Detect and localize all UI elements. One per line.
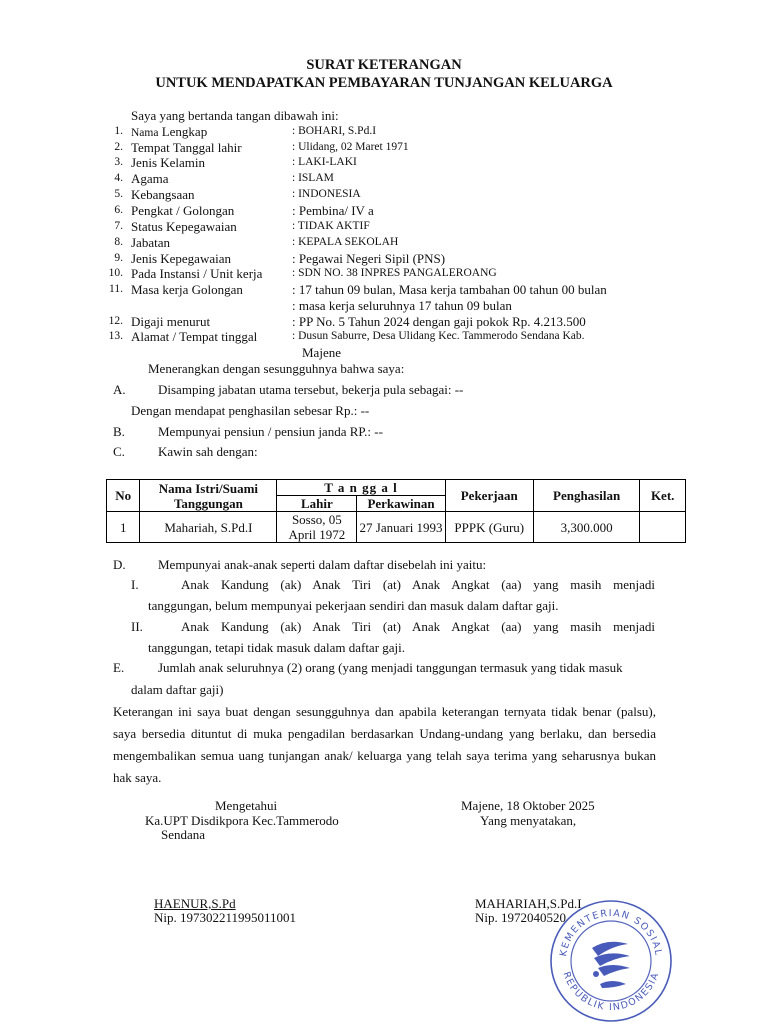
field-number: 13.: [108, 330, 123, 342]
item-c-letter: C.: [113, 444, 125, 459]
right-sign-name: MAHARIAH,S.Pd.I: [475, 896, 582, 911]
field-value: : LAKI-LAKI: [292, 156, 357, 168]
field-label: [131, 219, 237, 235]
field-label-text: Jabatan: [131, 235, 170, 250]
field-number: 8.: [114, 236, 123, 248]
field-value-continued: Majene: [302, 345, 341, 360]
field-value: : Dusun Saburre, Desa Ulidang Kec. Tammerodo Sendana Kab.: [292, 330, 585, 342]
field-label-text: Jenis Kelamin: [131, 155, 206, 170]
field-value: : KEPALA SEKOLAH: [292, 236, 399, 248]
col-job: Pekerjaan: [445, 480, 533, 512]
field-value: : 17 tahun 09 bulan, Masa kerja tambahan 00 tahun 00 bulan: [292, 282, 607, 297]
right-sign-nip: Nip. 1972040520: [475, 910, 566, 925]
field-number: 4.: [114, 172, 123, 184]
field-number: 3.: [114, 156, 123, 168]
field-label: [131, 282, 243, 298]
official-stamp-icon: [548, 898, 674, 1024]
item-a-text: Disamping jabatan utama tersebut, bekerja pula sebagai: --: [158, 382, 464, 397]
field-label-text: Tempat Tanggal lahir: [131, 140, 242, 155]
sub-i-line2: tanggungan, belum mempunyai pekerjaan sendiri dan masuk dalam daftar gaji.: [148, 598, 559, 613]
col-note: Ket.: [640, 480, 686, 512]
statement-text: Menerangkan dengan sesungguhnya bahwa saya:: [148, 361, 405, 376]
field-number: 2.: [114, 141, 123, 153]
field-number: 7.: [114, 220, 123, 232]
field-label: [131, 171, 169, 187]
left-sign-heading: Mengetahui: [215, 798, 278, 813]
sub-i-roman: I.: [131, 577, 139, 592]
field-value: : Ulidang, 02 Maret 1971: [292, 141, 409, 153]
table-row: [107, 512, 686, 543]
field-label-prefix: Nama: [131, 127, 159, 139]
field-value-continued: : masa kerja seluruhnya 17 tahun 09 bulan: [292, 298, 512, 313]
document-title: SURAT KETERANGAN: [306, 57, 462, 73]
spouse-table: [106, 479, 686, 543]
cell-note: [640, 512, 686, 543]
cell-married: 27 Januari 1993: [357, 512, 445, 543]
item-a-letter: A.: [113, 382, 126, 397]
field-label-text: Jenis Kepegawaian: [131, 251, 231, 266]
field-value: : PP No. 5 Tahun 2024 dengan gaji pokok Rp. 4.213.500: [292, 314, 586, 329]
field-number: 10.: [108, 267, 123, 279]
col-born: Lahir: [277, 496, 357, 512]
field-label-text: Alamat / Tempat tinggal: [131, 329, 258, 344]
item-e-line2: dalam daftar gaji): [131, 682, 224, 697]
svg-text:KEMENTERIAN SOSIAL: KEMENTERIAN SOSIAL: [558, 907, 664, 958]
field-label: [131, 124, 207, 140]
field-value: : Pembina/ IV a: [292, 203, 374, 218]
field-value: : BOHARI, S.Pd.I: [292, 125, 377, 137]
field-label: [131, 155, 205, 171]
field-value: : INDONESIA: [292, 188, 361, 200]
right-place-date: Majene, 18 Oktober 2025: [461, 798, 595, 813]
field-label-text: Digaji menurut: [131, 314, 211, 329]
field-label: [131, 235, 170, 251]
document-subtitle: UNTUK MENDAPATKAN PEMBAYARAN TUNJANGAN KELUARGA: [155, 75, 613, 91]
left-sign-nip: Nip. 197302211995011001: [154, 910, 297, 925]
field-label-text: Agama: [131, 171, 169, 186]
field-number: 6.: [114, 204, 123, 216]
field-label-text: Pada Instansi / Unit kerja: [131, 266, 263, 281]
field-label: [131, 314, 210, 330]
item-e-letter: E.: [113, 660, 125, 675]
field-label: [131, 266, 262, 282]
field-value: : TIDAK AKTIF: [292, 220, 370, 232]
field-label-text: Pengkat / Golongan: [131, 203, 235, 218]
field-number: 9.: [114, 252, 123, 264]
right-sign-heading: Yang menyatakan,: [480, 813, 577, 828]
left-sign-name: HAENUR,S.Pd: [154, 896, 236, 911]
field-label: [131, 140, 242, 156]
cell-no: 1: [107, 512, 140, 543]
col-no: No: [107, 480, 140, 512]
sub-i-line1: Anak Kandung (ak) Anak Tiri (at) Anak Angkat (aa) yang masih menjadi: [181, 577, 655, 592]
sub-ii-line2: tanggungan, tetapi tidak masuk dalam daftar gaji.: [148, 640, 406, 655]
field-value: : ISLAM: [292, 172, 334, 184]
cell-name: Mahariah, S.Pd.I: [140, 512, 277, 543]
item-c-text: Kawin sah dengan:: [158, 444, 258, 459]
intro-text: Saya yang bertanda tangan dibawah ini:: [131, 108, 339, 123]
field-label: [131, 251, 231, 267]
svg-text:REPUBLIK INDONESIA: REPUBLIK INDONESIA: [560, 970, 662, 1014]
field-label-text: Kebangsaan: [131, 187, 195, 202]
field-number: 12.: [108, 315, 123, 327]
item-b-text: Mempunyai pensiun / pensiun janda RP.: --: [158, 424, 383, 439]
field-label-text: Status Kepegawaian: [131, 219, 237, 234]
item-d-text: Mempunyai anak-anak seperti dalam daftar disebelah ini yaitu:: [158, 557, 487, 572]
field-number: 5.: [114, 188, 123, 200]
left-sign-title-2: Sendana: [161, 827, 206, 842]
cell-income: 3,300.000: [533, 512, 639, 543]
closing-paragraph: Keterangan ini saya buat dengan sesungguhnya dan apabila keterangan ternyata tidak benar (palsu), saya bersedia dituntut di muka pengadilan berdasarkan Undang-undang yang berlaku, dan bersedia mengembalikan semua uang tunjangan anak/ keluarga yang telah saya terima yang seharusnya bukan hak saya.: [113, 704, 656, 785]
sub-ii-line1: Anak Kandung (ak) Anak Tiri (at) Anak Angkat (aa) yang masih menjadi: [181, 619, 655, 634]
cell-born: Sosso, 05 April 1972: [277, 512, 357, 543]
left-sign-title-1: Ka.UPT Disdikpora Kec.Tammerodo: [145, 813, 339, 828]
field-number: 11.: [109, 283, 123, 295]
field-label-text: Lengkap: [158, 124, 208, 139]
col-date: T a n gg a l: [277, 480, 445, 496]
field-label: [131, 329, 257, 345]
field-value: : SDN NO. 38 INPRES PANGALEROANG: [292, 267, 497, 279]
col-name: Nama Istri/Suami Tanggungan: [140, 480, 277, 512]
item-b-letter: B.: [113, 424, 125, 439]
item-d-letter: D.: [113, 557, 126, 572]
col-income: Penghasilan: [533, 480, 639, 512]
field-label: [131, 187, 195, 203]
field-label-text: Masa kerja Golongan: [131, 282, 243, 297]
sub-ii-roman: II.: [131, 619, 143, 634]
field-number: 1.: [114, 125, 123, 137]
item-e-line1: Jumlah anak seluruhnya (2) orang (yang menjadi tanggungan termasuk yang tidak masuk: [158, 660, 623, 675]
col-married: Perkawinan: [357, 496, 445, 512]
field-value: : Pegawai Negeri Sipil (PNS): [292, 251, 446, 266]
field-label: [131, 203, 234, 219]
cell-job: PPPK (Guru): [445, 512, 533, 543]
income-text: Dengan mendapat penghasilan sebesar Rp.: --: [131, 403, 370, 418]
